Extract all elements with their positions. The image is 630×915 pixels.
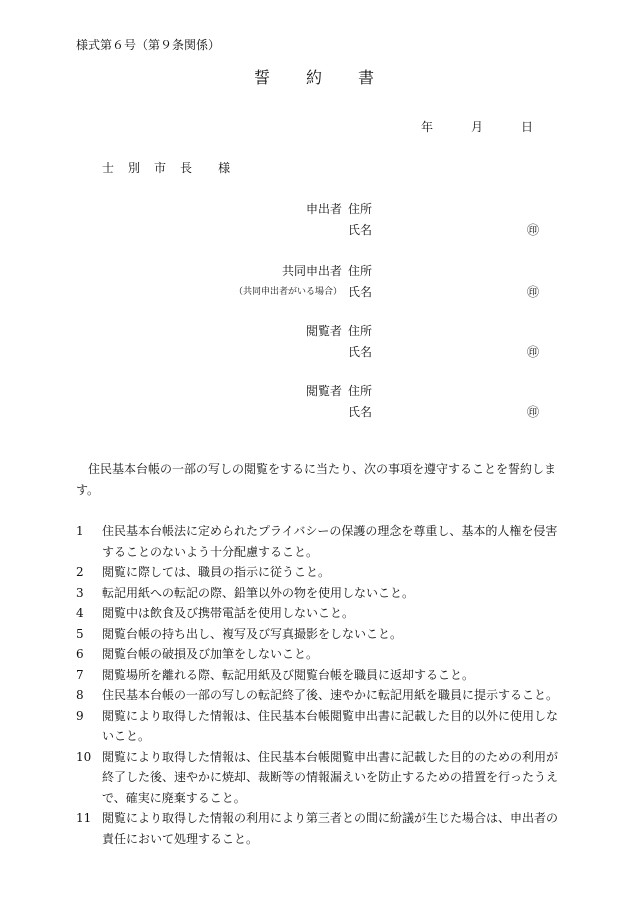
item-number: 1 <box>76 524 84 538</box>
list-item <box>76 747 568 809</box>
address-label: 住所 <box>348 264 373 278</box>
addressee-char: 様 <box>218 161 231 175</box>
address-label: 住所 <box>348 324 373 338</box>
item-number: 4 <box>76 606 84 620</box>
item-number: 6 <box>76 647 84 661</box>
form-number: 様式第６号（第９条関係） <box>76 38 221 52</box>
date-month-label: 月 <box>471 120 484 134</box>
item-number: 10 <box>76 749 92 764</box>
item-text: 転記用紙への転記の際、鉛筆以外の物を使用しないこと。 <box>102 585 415 600</box>
seal-mark: ㊞ <box>527 405 540 419</box>
item-text: 閲覧場所を離れる際、転記用紙及び閲覧台帳を職員に返却すること。 <box>102 667 475 682</box>
date-year-label: 年 <box>421 120 434 134</box>
name-label: 氏名 <box>348 285 373 299</box>
seal-mark: ㊞ <box>527 345 540 359</box>
item-text: 閲覧により取得した情報は、住民基本台帳閲覧申出書に記載した目的のための利用が終了した後、速やかに焼却、裁断等の情報漏えいを防止するための措置を行ったうえで、確実に廃棄すること。 <box>102 749 559 805</box>
addressee-char: 士 <box>102 161 115 175</box>
item-text: 閲覧台帳の破損及び加筆をしないこと。 <box>102 647 319 661</box>
addressee-char: 別 <box>128 161 141 175</box>
item-text: 閲覧台帳の持ち出し、複写及び写真撮影をしないこと。 <box>102 626 403 641</box>
title-char: 約 <box>305 68 324 87</box>
item-text: 閲覧に際しては、職員の指示に従うこと。 <box>102 565 331 579</box>
title-char: 誓 <box>253 68 272 87</box>
role-label: 申出者 <box>305 202 342 216</box>
list-item <box>76 706 568 747</box>
name-label: 氏名 <box>348 405 373 419</box>
list-item <box>76 562 568 583</box>
address-label: 住所 <box>348 384 373 398</box>
pledge-items <box>76 521 568 849</box>
role-label: 閲覧者 <box>305 324 342 338</box>
addressee-char: 長 <box>180 161 193 175</box>
item-text: 閲覧により取得した情報は、住民基本台帳閲覧申出書に記載した目的以外に使用しないこと。 <box>102 708 559 743</box>
list-item <box>76 583 568 604</box>
list-item <box>76 685 568 706</box>
seal-mark: ㊞ <box>527 223 540 237</box>
item-number: 2 <box>76 565 84 579</box>
co-applicant-note: （共同申出者がいる場合） <box>233 287 342 297</box>
intro-text: 住民基本台帳の一部の写しの閲覧をするに当たり、次の事項を遵守することを誓約します。 <box>76 462 557 497</box>
role-label: 共同申出者 <box>281 264 342 278</box>
addressee-char: 市 <box>154 161 167 175</box>
list-item <box>76 665 568 686</box>
item-number: 3 <box>76 585 84 600</box>
item-number: 5 <box>76 626 84 641</box>
seal-mark: ㊞ <box>527 285 540 299</box>
item-number: 7 <box>76 667 84 682</box>
document-title <box>0 65 630 88</box>
list-item <box>76 521 568 562</box>
addressee <box>102 159 244 176</box>
list-item <box>76 644 568 665</box>
item-text: 閲覧中は飲食及び携帯電話を使用しないこと。 <box>102 606 355 620</box>
role-label: 閲覧者 <box>305 384 342 398</box>
date-day-label: 日 <box>521 120 534 134</box>
item-text: 住民基本台帳法に定められたプライバシーの保護の理念を尊重し、基本的人権を侵害することのないよう十分配慮すること。 <box>102 524 558 559</box>
item-number: 9 <box>76 708 84 723</box>
address-label: 住所 <box>348 202 373 216</box>
name-label: 氏名 <box>348 223 373 237</box>
item-number: 11 <box>76 811 92 825</box>
item-text: 住民基本台帳の一部の写しの転記終了後、速やかに転記用紙を職員に提示すること。 <box>102 688 559 702</box>
title-char: 書 <box>358 68 377 87</box>
item-number: 8 <box>76 688 84 702</box>
list-item <box>76 624 568 645</box>
list-item <box>76 603 568 624</box>
pledge-intro <box>76 459 566 501</box>
name-label: 氏名 <box>348 345 373 359</box>
item-text: 閲覧により取得した情報の利用により第三者との間に紛議が生じた場合は、申出者の責任において処理すること。 <box>102 811 559 846</box>
list-item <box>76 808 568 849</box>
